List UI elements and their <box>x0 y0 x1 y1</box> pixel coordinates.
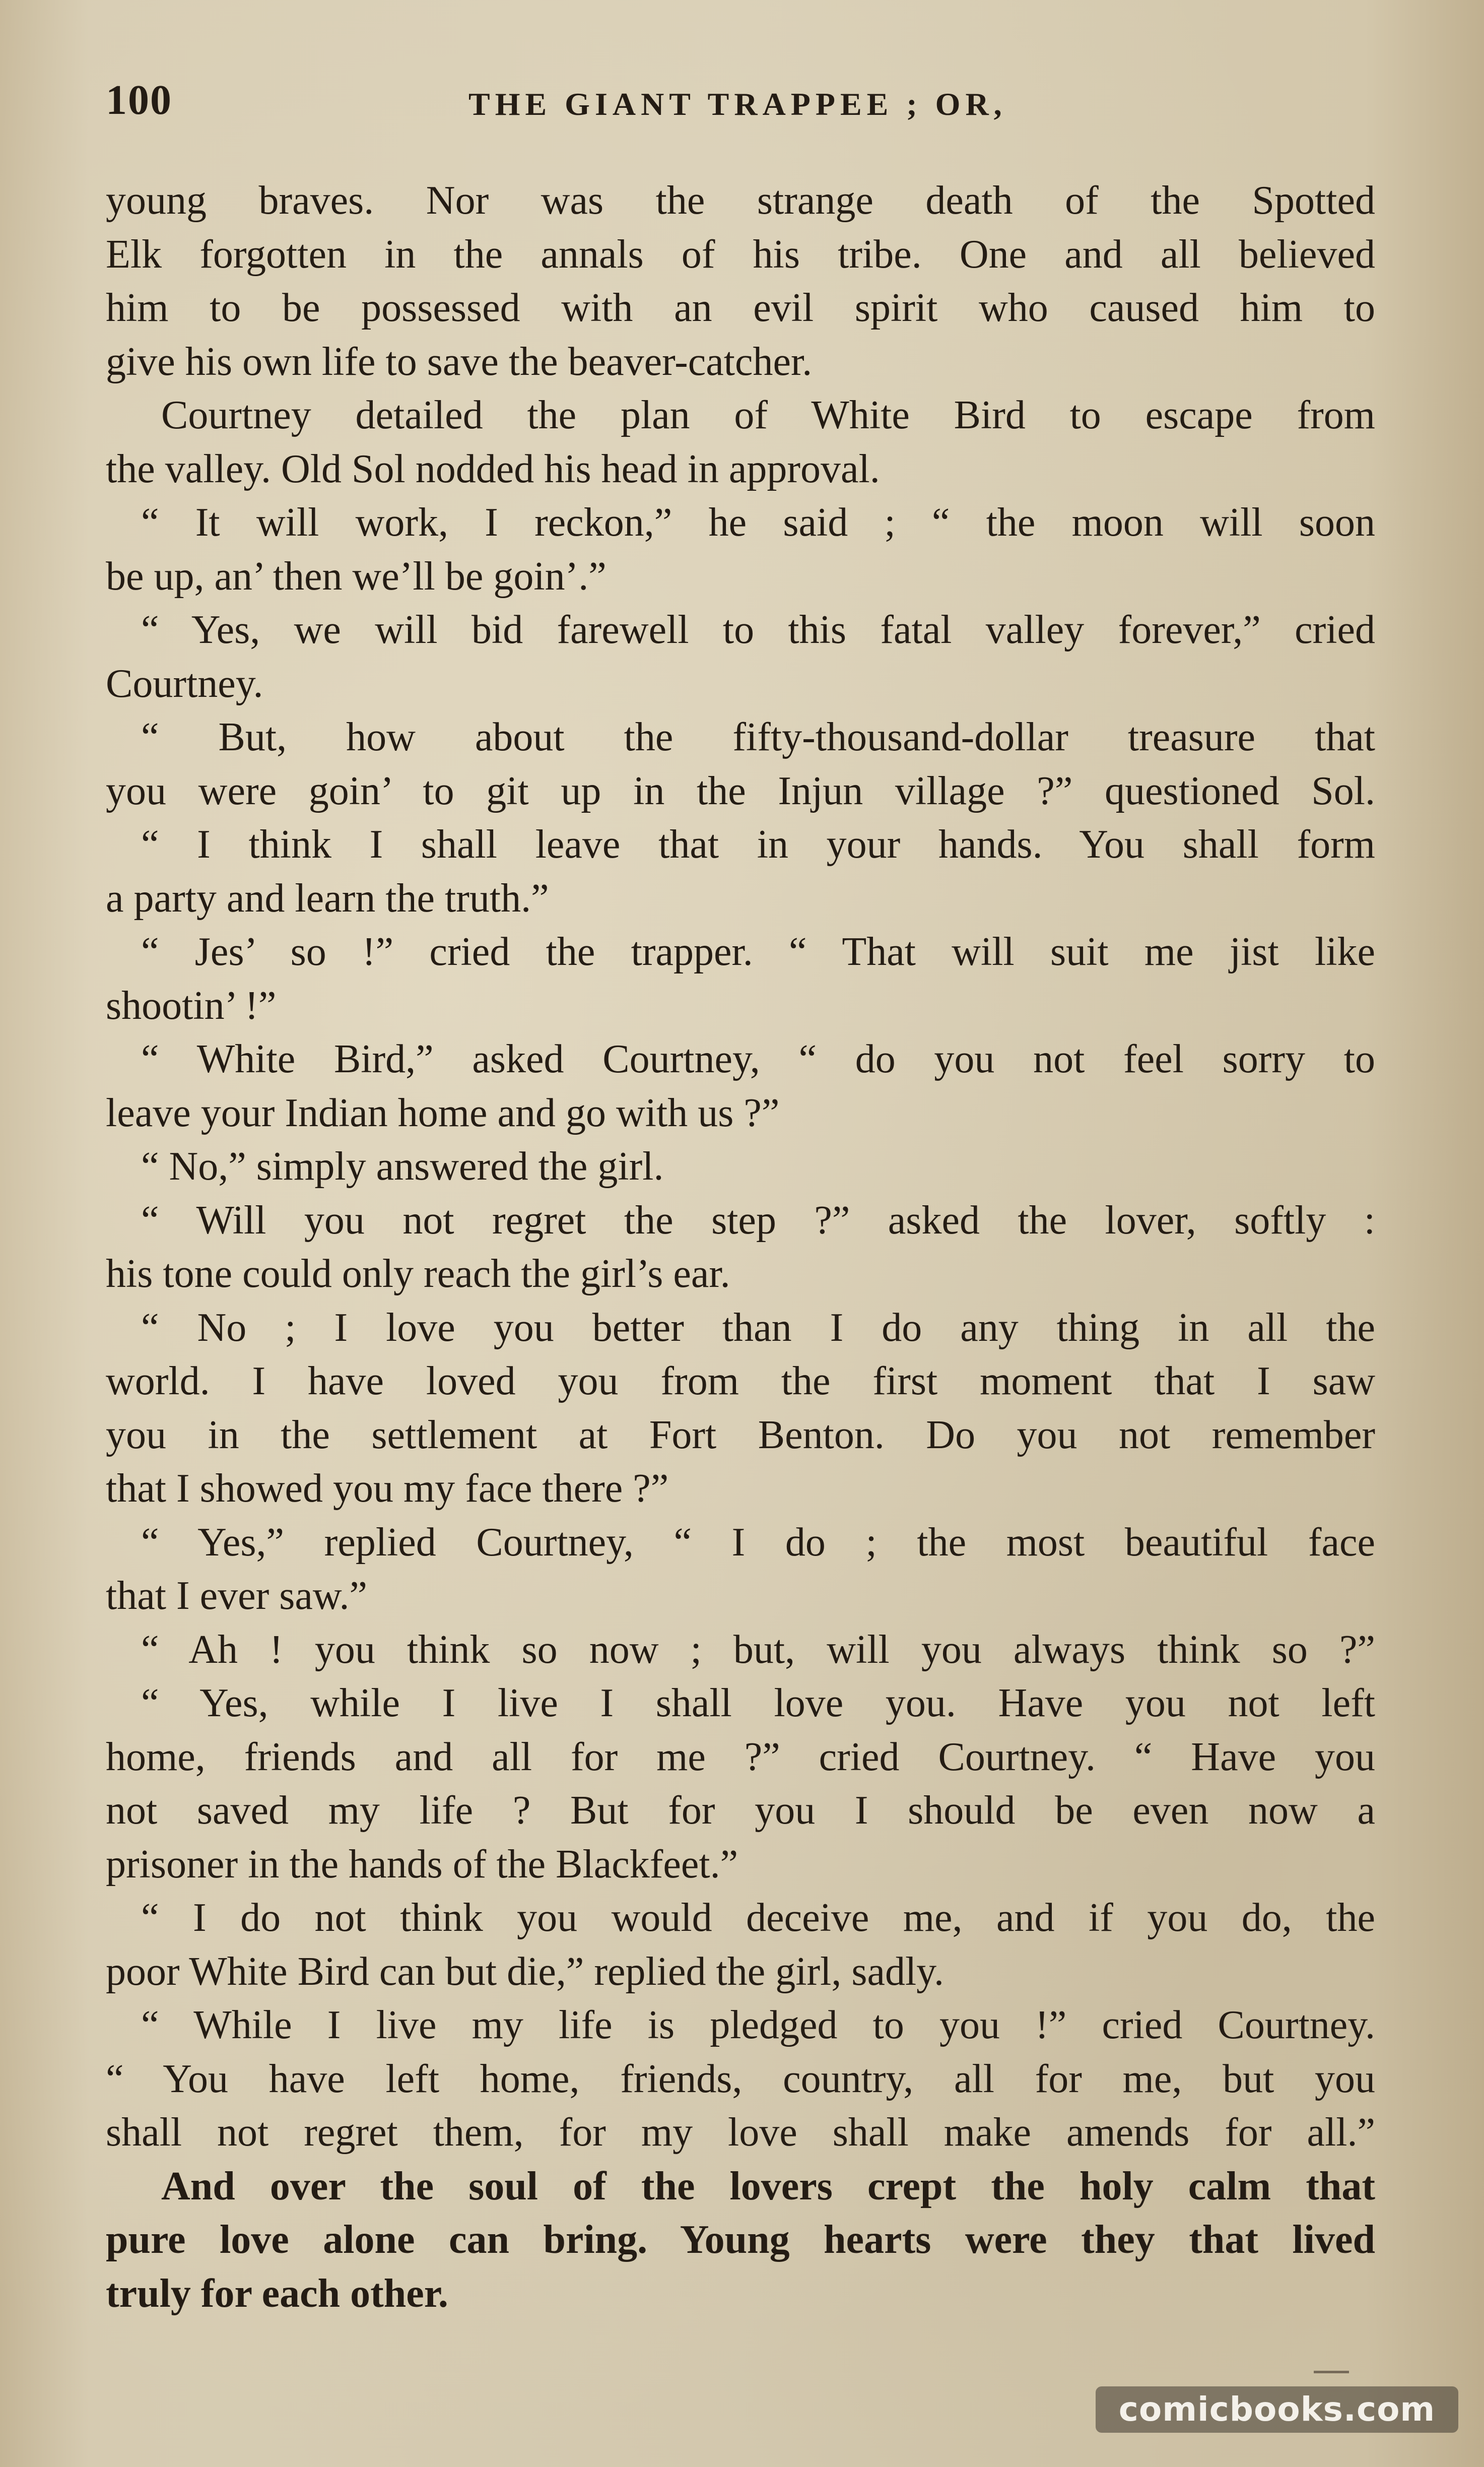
text-line: “ While I live my life is pledged to you !” cried Courtney. <box>141 2003 1375 2047</box>
text-line: “ Yes, we will bid farewell to this fatal valley forever,” cried <box>141 608 1375 652</box>
text-line: “ No ; I love you better than I do any thing in all the <box>141 1305 1375 1350</box>
running-head: THE GIANT TRAPPEE ; OR, <box>468 86 1007 122</box>
watermark: comicbooks.com <box>1096 2386 1458 2433</box>
text-line: “ No,” simply answered the girl. <box>141 1144 664 1189</box>
text-line: “ I think I shall leave that in your hands. You shall form <box>141 822 1375 867</box>
text-line: you in the settlement at Fort Benton. Do you not remember <box>106 1412 1375 1457</box>
text-line: shootin’ !” <box>106 983 277 1028</box>
text-line: Courtney detailed the plan of White Bird to escape from <box>161 393 1375 437</box>
text-line: give his own life to save the beaver-catcher. <box>106 339 813 384</box>
text-line: “ Ah ! you think so now ; but, will you always think so ?” <box>141 1627 1375 1672</box>
text-line: leave your Indian home and go with us ?” <box>106 1090 780 1135</box>
text-line: “ But, how about the fifty-thousand-dollar treasure that <box>141 715 1375 759</box>
text-line: young braves. Nor was the strange death of the Spotted <box>106 178 1375 223</box>
text-line: the valley. Old Sol nodded his head in approval. <box>106 446 880 491</box>
text-line: “ Will you not regret the step ?” asked the lover, softly : <box>141 1198 1375 1243</box>
text-line: “ Jes’ so !” cried the trapper. “ That will suit me jist like <box>141 930 1375 974</box>
text-line: world. I have loved you from the first moment that I saw <box>106 1359 1375 1403</box>
text-line: “ I do not think you would deceive me, and if you do, the <box>141 1896 1375 1940</box>
text-line: “ It will work, I reckon,” he said ; “ the moon will soon <box>141 500 1375 545</box>
text-line: pure love alone can bring. Young hearts were they that lived <box>106 2218 1375 2262</box>
page-number: 100 <box>106 77 172 123</box>
text-line: you were goin’ to git up in the Injun village ?” questioned Sol. <box>106 768 1375 813</box>
text-line: poor White Bird can but die,” replied the girl, sadly. <box>106 1949 944 1994</box>
text-line: home, friends and all for me ?” cried Courtney. “ Have you <box>106 1734 1375 1779</box>
text-line: his tone could only reach the girl’s ear. <box>106 1252 730 1296</box>
text-line: truly for each other. <box>106 2271 448 2316</box>
text-line: And over the soul of the lovers crept the holy calm that <box>161 2164 1375 2209</box>
text-line: Elk forgotten in the annals of his tribe. One and all believed <box>106 232 1375 277</box>
text-line: shall not regret them, for my love shall make amends for all.” <box>106 2110 1375 2155</box>
printer-mark <box>1314 2371 1349 2373</box>
text-line: that I ever saw.” <box>106 1574 367 1618</box>
body-text <box>106 174 1375 2320</box>
text-line: Courtney. <box>106 661 263 706</box>
page-header <box>106 76 1375 131</box>
text-line: a party and learn the truth.” <box>106 876 549 921</box>
text-line: be up, an’ then we’ll be goin’.” <box>106 554 606 599</box>
text-line: “ Yes, while I live I shall love you. Have you not left <box>141 1681 1375 1725</box>
text-line: him to be possessed with an evil spirit who caused him to <box>106 286 1375 330</box>
text-line: not saved my life ? But for you I should be even now a <box>106 1788 1375 1833</box>
text-line: “ Yes,” replied Courtney, “ I do ; the most beautiful face <box>141 1520 1375 1565</box>
text-line: “ You have left home, friends, country, all for me, but you <box>106 2056 1375 2101</box>
text-line: prisoner in the hands of the Blackfeet.” <box>106 1842 738 1887</box>
text-line: “ White Bird,” asked Courtney, “ do you not feel sorry to <box>141 1037 1375 1081</box>
text-line: that I showed you my face there ?” <box>106 1466 669 1511</box>
